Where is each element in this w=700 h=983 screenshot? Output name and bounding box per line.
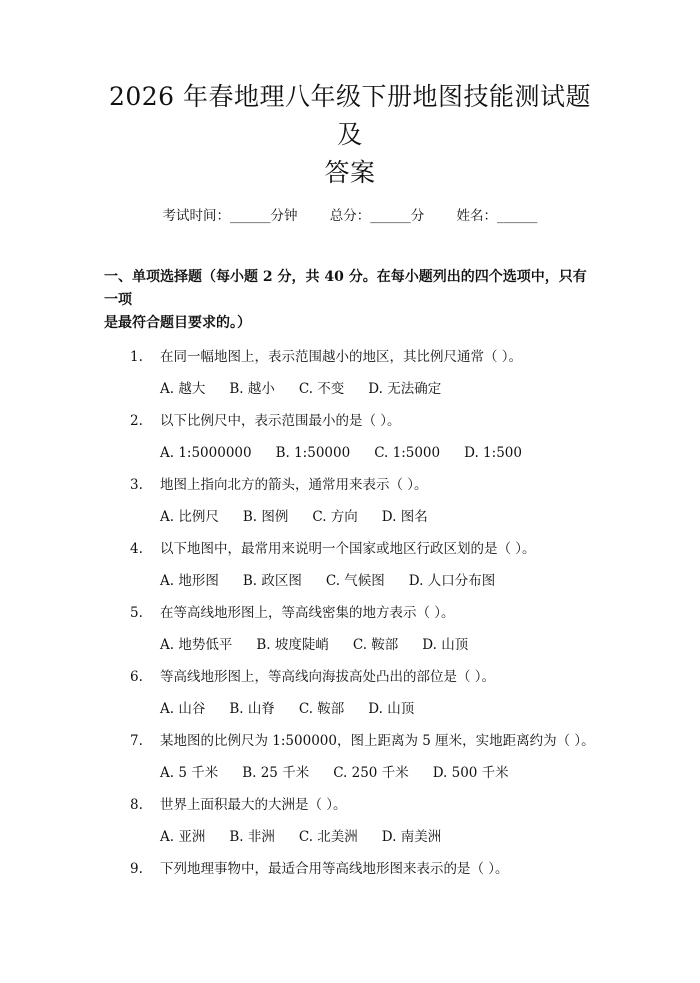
answer-option: B. 图例: [242, 509, 289, 525]
answer-option: D. 南美洲: [381, 829, 442, 845]
title-line-2: 答案: [324, 158, 376, 187]
question-number: 1.: [130, 349, 143, 365]
exam-info: [104, 206, 596, 226]
question-text: 在同一幅地图上，表示范围越小的地区，其比例尺通常（ ）。: [160, 349, 523, 365]
question-item: [104, 474, 596, 528]
answer-option: B. 非洲: [229, 829, 275, 845]
option-row: [104, 506, 596, 528]
answer-option: C. 1:5000: [374, 445, 441, 461]
question-text: 以下地图中，最常用来说明一个国家或地区行政区划的是（ ）。: [160, 541, 536, 557]
answer-option: D. 山顶: [368, 701, 415, 717]
option-row: [104, 826, 596, 848]
answer-option: B. 1:50000: [275, 445, 351, 461]
answer-option: A. 比例尺: [160, 509, 219, 525]
question-text: 下列地理事物中，最适合用等高线地形图来表示的是（ ）。: [160, 861, 509, 877]
answer-option: A. 1:5000000: [160, 445, 252, 461]
question-list: [104, 346, 596, 880]
answer-option: D. 500 千米: [432, 765, 509, 781]
answer-option: A. 5 千米: [160, 765, 219, 781]
answer-option: A. 地势低平: [160, 637, 233, 653]
question-item: [104, 666, 596, 720]
option-row: [104, 698, 596, 720]
title-line-1: 2026 年春地理八年级下册地图技能测试题及: [108, 82, 592, 149]
answer-option: C. 鞍部: [352, 637, 399, 653]
question-item: [104, 410, 596, 464]
question-stem: [104, 346, 596, 368]
question-number: 8.: [130, 797, 143, 813]
question-text: 在等高线地形图上，等高线密集的地方表示（ ）。: [160, 605, 455, 621]
question-stem: [104, 666, 596, 688]
question-number: 7.: [130, 733, 143, 749]
question-number: 2.: [130, 413, 143, 429]
answer-option: C. 不变: [298, 381, 345, 397]
document-page: [0, 78, 700, 983]
option-row: [104, 570, 596, 592]
exam-time: 考试时间：______分钟: [162, 208, 298, 224]
question-stem: [104, 794, 596, 816]
option-row: [104, 762, 596, 784]
answer-option: D. 人口分布图: [408, 573, 496, 589]
answer-option: A. 山谷: [160, 701, 206, 717]
answer-option: B. 山脊: [229, 701, 275, 717]
question-item: [104, 346, 596, 400]
question-number: 5.: [130, 605, 143, 621]
document-title: [104, 78, 596, 192]
question-item: [104, 602, 596, 656]
exam-score: 总分：______分: [329, 208, 425, 224]
question-text: 以下比例尺中，表示范围最小的是（ ）。: [160, 413, 401, 429]
question-number: 6.: [130, 669, 143, 685]
answer-option: D. 图名: [381, 509, 428, 525]
option-row: [104, 378, 596, 400]
question-item: [104, 794, 596, 848]
answer-option: D. 无法确定: [368, 381, 442, 397]
answer-option: B. 政区图: [242, 573, 302, 589]
question-stem: [104, 730, 596, 752]
question-number: 9.: [130, 861, 143, 877]
answer-option: A. 越大: [160, 381, 206, 397]
answer-option: B. 越小: [229, 381, 275, 397]
question-number: 3.: [130, 477, 143, 493]
answer-option: C. 250 千米: [333, 765, 409, 781]
question-stem: [104, 410, 596, 432]
question-text: 地图上指向北方的箭头，通常用来表示（ ）。: [160, 477, 428, 493]
question-text: 等高线地形图上，等高线向海拔高处凸出的部位是（ ）。: [160, 669, 496, 685]
question-stem: [104, 602, 596, 624]
answer-option: C. 北美洲: [298, 829, 358, 845]
section-heading-line-2: 是最符合题目要求的。）: [104, 315, 251, 331]
question-item: [104, 538, 596, 592]
question-item: [104, 730, 596, 784]
answer-option: D. 山顶: [422, 637, 469, 653]
answer-option: B. 坡度陡峭: [256, 637, 329, 653]
exam-name: 姓名：______: [456, 208, 538, 224]
question-stem: [104, 858, 596, 880]
answer-option: B. 25 千米: [242, 765, 310, 781]
answer-option: C. 鞍部: [298, 701, 345, 717]
answer-option: A. 亚洲: [160, 829, 206, 845]
question-item: [104, 858, 596, 880]
question-text: 世界上面积最大的大洲是（ ）。: [160, 797, 347, 813]
answer-option: C. 气候图: [325, 573, 385, 589]
answer-option: D. 1:500: [464, 445, 522, 461]
section-heading-line-1: 一、单项选择题（每小题 2 分，共 40 分。在每小题列出的四个选项中，只有一项: [104, 269, 587, 308]
option-row: [104, 442, 596, 464]
question-stem: [104, 538, 596, 560]
question-stem: [104, 474, 596, 496]
answer-option: C. 方向: [312, 509, 358, 525]
question-number: 4.: [130, 541, 143, 557]
option-row: [104, 634, 596, 656]
section-heading: [104, 266, 596, 335]
answer-option: A. 地形图: [160, 573, 219, 589]
question-text: 某地图的比例尺为 1:500000，图上距离为 5 厘米，实地距离约为（ ）。: [160, 733, 595, 749]
